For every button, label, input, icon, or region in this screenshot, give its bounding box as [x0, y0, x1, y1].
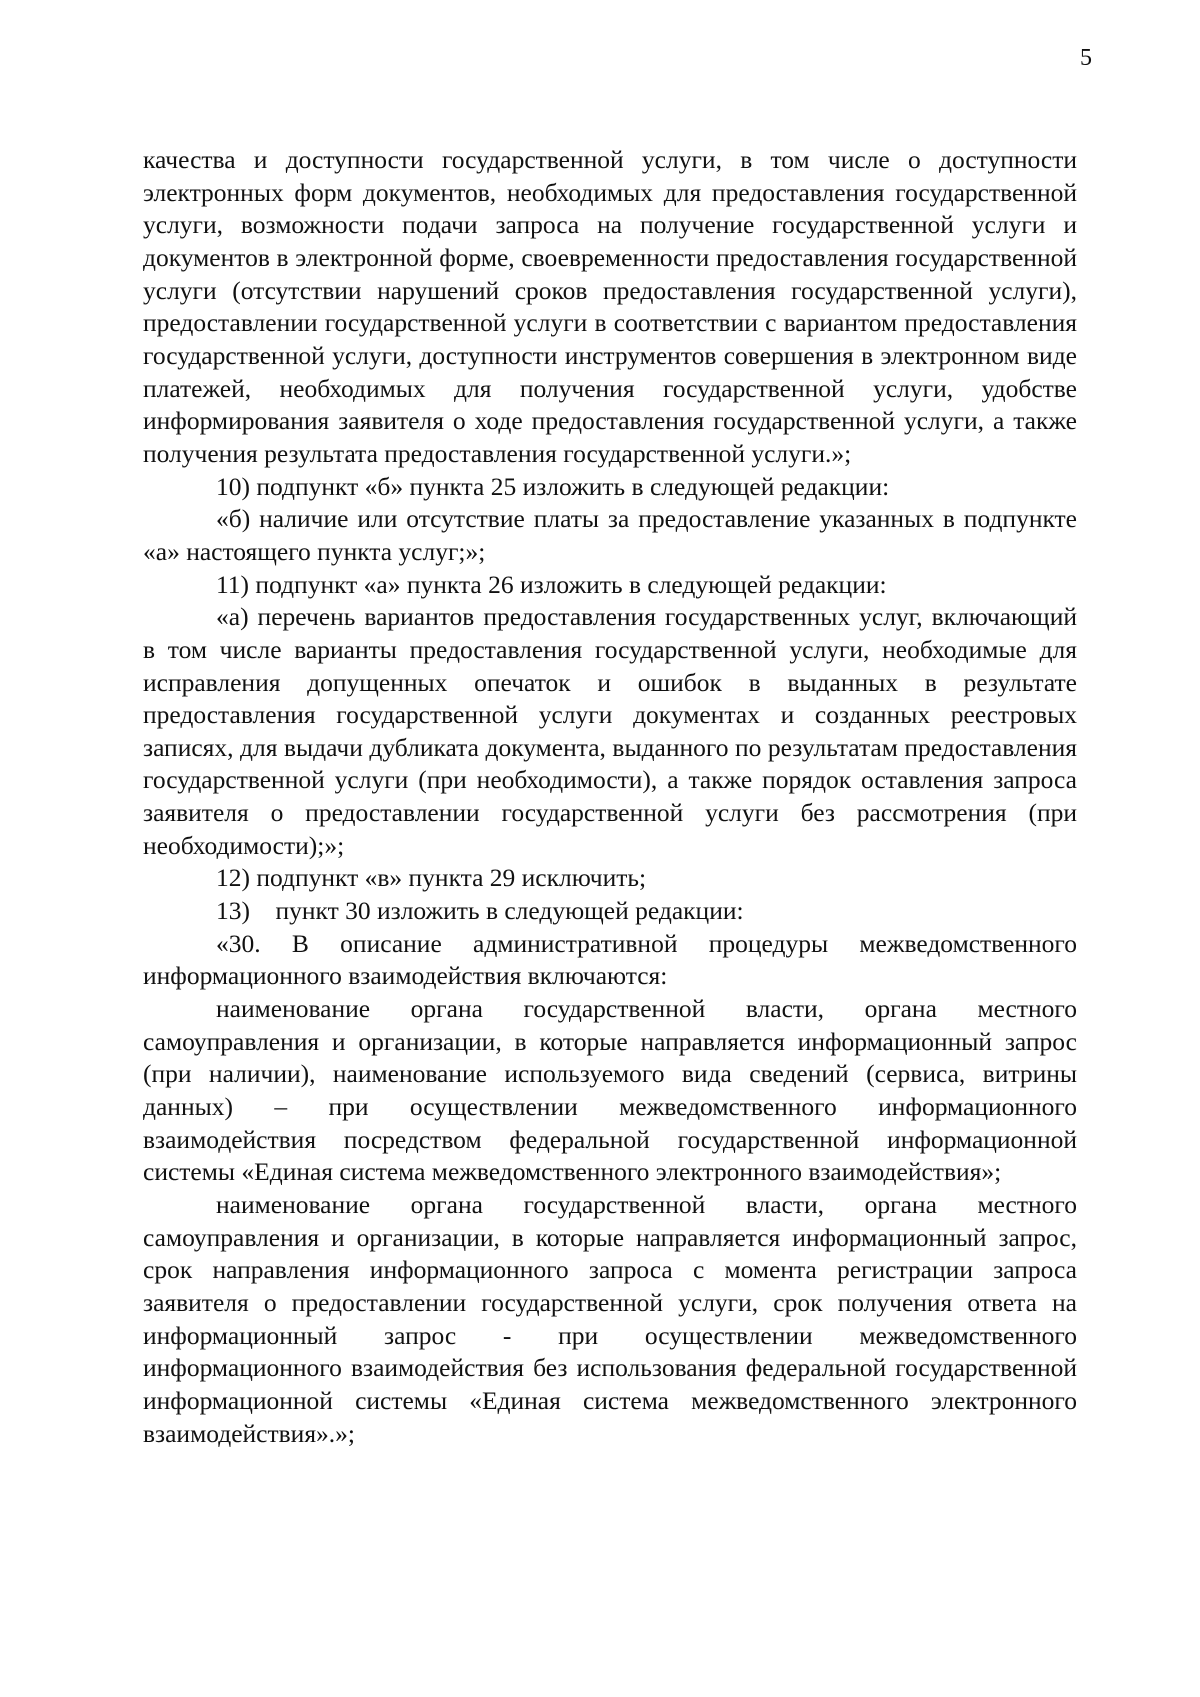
list-item-12: 12) подпункт «в» пункта 29 исключить; [216, 863, 647, 893]
quoted-subpoint-b: «б) наличие или отсутствие платы за предоставление указанных в подпункте «а» настоящего пункта услуг;»; [143, 504, 1077, 566]
paragraph-item-one: наименование органа государственной власти, органа местного самоуправления и организации, в которые направляется информационный запрос (при наличии), наименование используемого вида сведений (сервиса, витрины данных) – при осуществлении межведомственного информационного взаимодействия посредством федеральной государственной информационной системы «Единая система межведомственного электронного взаимодействия»; [143, 994, 1077, 1187]
document-body [143, 144, 1077, 1450]
paragraph-item-two: наименование органа государственной власти, органа местного самоуправления и организации, в которые направляется информационный запрос, срок направления информационного запроса с момента регистрации запроса заявителя о предоставлении государственной услуги, срок получения ответа на информационный запрос - при осуществлении межведомственного информационного взаимодействия без использования федеральной государственной информационной системы «Единая система межведомственного электронного взаимодействия».»; [143, 1190, 1077, 1448]
quoted-point-30: «30. В описание административной процедуры межведомственного информационного взаимодействия включаются: [143, 928, 1077, 991]
list-item-13: 13) пункт 30 изложить в следующей редакции: [216, 896, 744, 926]
quoted-subpoint-a: «а) перечень вариантов предоставления государственных услуг, включающий в том числе варианты предоставления государственной услуги, необходимые для исправления допущенных опечаток и ошибок в выданных в результате предоставления государственной услуги документах и созданных реестровых записях, для выдачи дубликата документа, выданного по результатам предоставления государственной услуги (при необходимости), а также порядок оставления запроса заявителя о предоставлении государственной услуги без рассмотрения (при необходимости);»; [143, 602, 1077, 860]
page-number: 5 [1080, 45, 1092, 71]
paragraph-continuation: качества и доступности государственной услуги, в том числе о доступности электронных форм документов, необходимых для предоставления государственной услуги, возможности подачи запроса на получение государственной услуги и документов в электронной форме, своевременности предоставления государственной услуги (отсутствии нарушений сроков предоставления государственной услуги), предоставлении государственной услуги в соответствии с вариантом предоставления государственной услуги, доступности инструментов совершения в электронном виде платежей, необходимых для получения государственной услуги, удобстве информирования заявителя о ходе предоставления государственной услуги, а также получения результата предоставления государственной услуги.»; [143, 145, 1077, 468]
list-item-10: 10) подпункт «б» пункта 25 изложить в следующей редакции: [216, 471, 890, 501]
list-item-11: 11) подпункт «а» пункта 26 изложить в следующей редакции: [216, 569, 887, 599]
